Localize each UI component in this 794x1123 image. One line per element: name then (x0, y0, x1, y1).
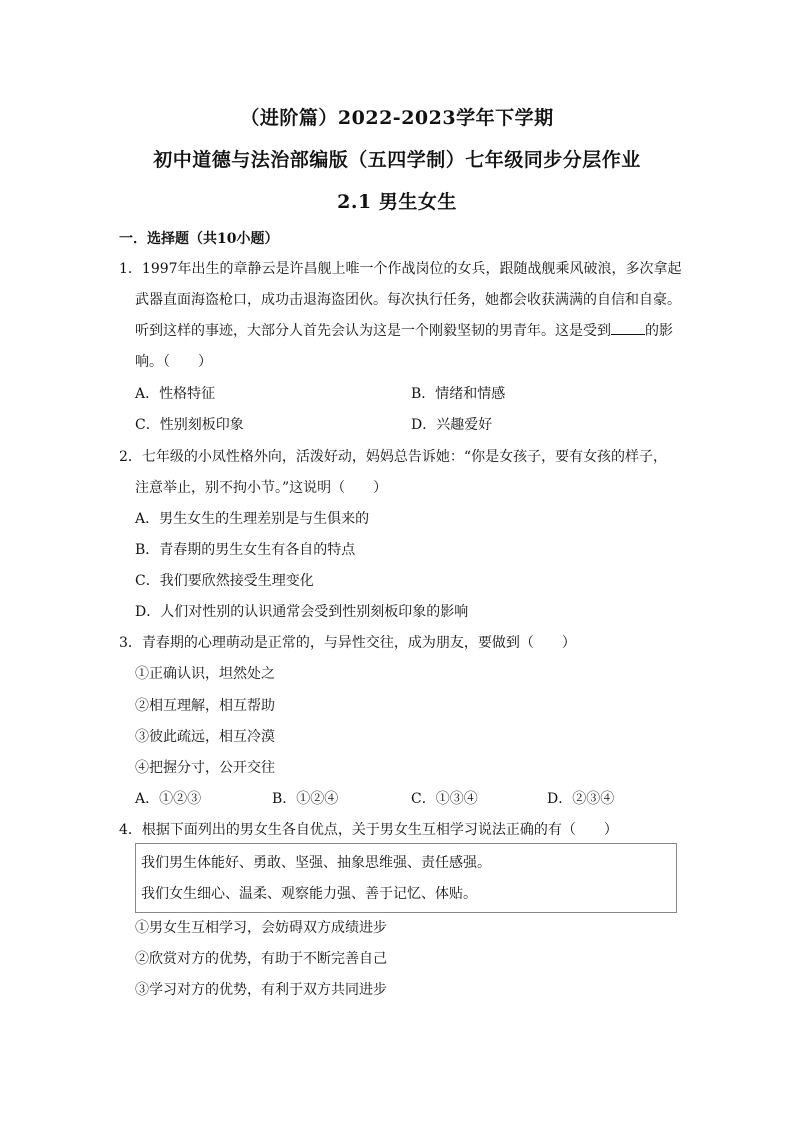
q3-option-d[interactable]: D．②③④ (547, 791, 615, 807)
doc-title-line3: 2.1 男生女生 (337, 191, 457, 213)
q3-option-b[interactable]: B．①②④ (272, 791, 339, 807)
q2-option-a[interactable]: A．男生女生的生理差别是与生俱来的 (135, 511, 370, 527)
q2-option-c[interactable]: C．我们要欣然接受生理变化 (135, 573, 314, 589)
doc-title-line2: 初中道德与法治部编版（五四学制）七年级同步分层作业 (153, 149, 641, 171)
q1-line1: 1．1997年出生的章静云是许昌舰上唯一个作战岗位的女兵，跟随战舰乘风破浪，多次拿起 (119, 261, 682, 277)
q1-option-c[interactable]: C．性别刻板印象 (135, 417, 244, 433)
doc-title-line1: （进阶篇）2022-2023学年下学期 (240, 107, 554, 129)
q2-option-b[interactable]: B．青春期的男生女生有各自的特点 (135, 542, 356, 558)
q2-line1: 2．七年级的小凤性格外向，活泼好动，妈妈总告诉她：“你是女孩子，要有女孩的样子， (119, 449, 668, 465)
q1-option-a[interactable]: A．性格特征 (135, 386, 216, 402)
q1-line2: 武器直面海盗枪口，成功击退海盗团伙。每次执行任务，她都会收获满满的自信和自豪。 (135, 292, 681, 308)
q1-line3-end: 的影 (645, 323, 673, 339)
q4-item-2: ②欣赏对方的优势，有助于不断完善自己 (135, 951, 387, 967)
q1-option-b[interactable]: B．情绪和情感 (411, 386, 506, 402)
q4-box-line2: 我们女生细心、温柔、观察能力强、善于记忆、体贴。 (141, 886, 477, 902)
q4-material-box (135, 843, 677, 913)
q2-option-d[interactable]: D．人们对性别的认识通常会受到性别刻板印象的影响 (135, 604, 469, 620)
q4-box-line1: 我们男生体能好、勇敢、坚强、抽象思维强、责任感强。 (141, 855, 491, 871)
q3-option-c[interactable]: C．①③④ (411, 791, 478, 807)
q4-item-3: ③学习对方的优势，有利于双方共同进步 (135, 982, 387, 998)
q1-line3-text: 听到这样的事迹，大部分人首先会认为这是一个刚毅坚韧的男青年。这是受到 (135, 323, 611, 339)
q1-option-d[interactable]: D．兴趣爱好 (411, 417, 493, 433)
q4-item-1: ①男女生互相学习，会妨碍双方成绩进步 (135, 920, 387, 936)
q3-item-3: ③彼此疏远，相互冷漠 (135, 729, 275, 745)
q3-item-4: ④把握分寸，公开交往 (135, 760, 275, 776)
q2-line2: 注意举止，别不拘小节。”这说明（ ） (135, 480, 388, 496)
q1-line3 (135, 320, 673, 340)
q3-item-1: ①正确认识，坦然处之 (135, 666, 275, 682)
q3-line1: 3．青春期的心理萌动是正常的，与异性交往，成为朋友，要做到（ ） (119, 635, 576, 651)
q4-line1: 4．根据下面列出的男女生各自优点，关于男女生互相学习说法正确的有（ ） (119, 822, 618, 838)
q1-line4: 响。（ ） (135, 354, 212, 370)
q3-item-2: ②相互理解，相互帮助 (135, 698, 275, 714)
q3-option-a[interactable]: A．①②③ (135, 791, 202, 807)
answer-blank (611, 320, 645, 335)
section-heading: 一．选择题（共10小题） (119, 231, 279, 247)
